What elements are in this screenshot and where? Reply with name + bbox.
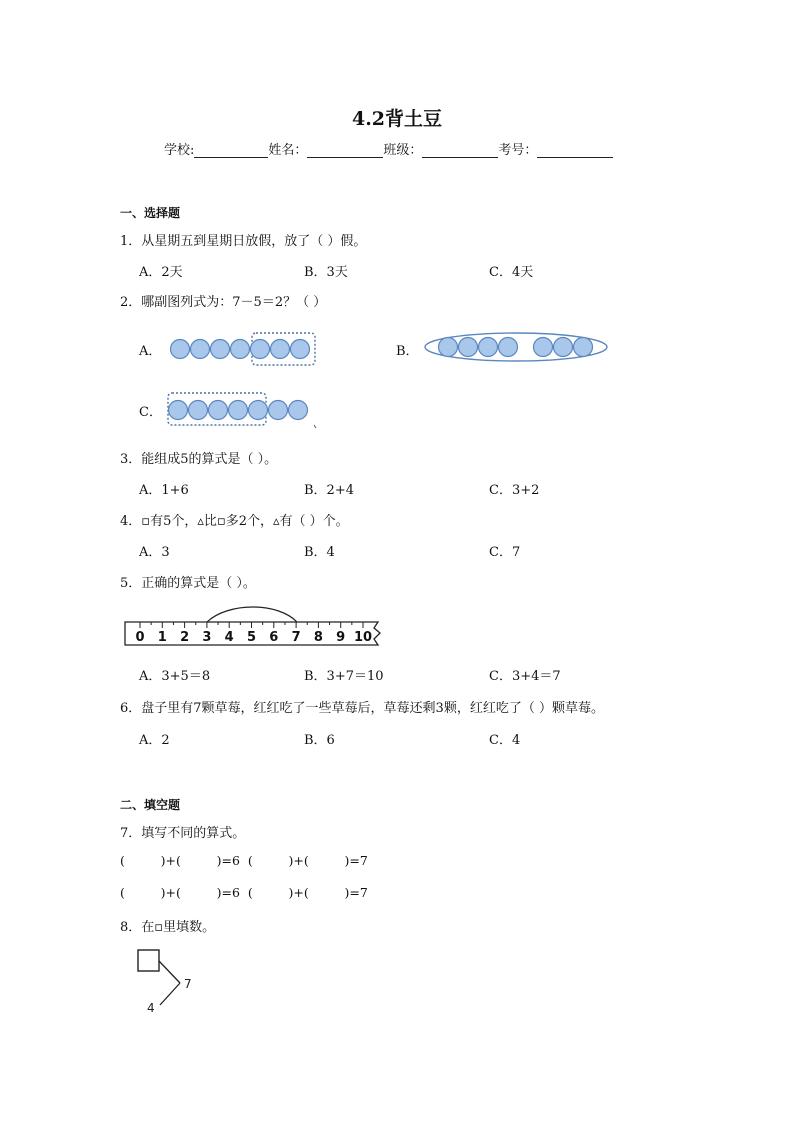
circle [191,340,210,359]
ruler-label: 7 [291,630,301,645]
circle [439,338,458,357]
ruler-label: 6 [269,630,279,645]
circle [171,340,190,359]
q1-option-b: B．3天 [304,265,348,280]
q5-option-b: B．3+7＝10 [304,669,384,684]
circle [249,401,268,420]
q2-figures [0,0,794,440]
ruler-ticks [140,622,363,628]
q5-option-c: C．3+4＝7 [489,669,561,684]
q4-option-b: B．4 [304,545,335,560]
q4-stem: 4．▫有5个，▵比▫多2个，▵有（ ）个。 [120,514,349,529]
q1-option-c: C．4天 [489,265,534,280]
bond-line-upper [159,961,180,983]
figure-c [168,393,316,428]
section1-heading: 一、选择题 [120,206,181,220]
q2-stem: 2．哪副图列式为：7－5＝2？（ ） [120,295,327,310]
circle [169,401,188,420]
section2-heading: 二、填空题 [120,798,181,812]
ruler-label: 0 [135,630,145,645]
circle [269,401,288,420]
q2-label-c: C． [139,405,162,420]
q3-option-b: B．2+4 [304,483,354,498]
tick-mark [314,425,316,428]
circle [189,401,208,420]
q3-option-a: A．1+6 [139,483,189,498]
q7-row-1[interactable]: ( )+( )=6 ( )+( )=7 [120,853,368,868]
circle [534,338,553,357]
ruler-label: 4 [224,630,234,645]
q5-stem: 5．正确的算式是（ ）。 [120,576,256,591]
q7-stem: 7．填写不同的算式。 [120,826,246,841]
q6-option-a: A．2 [139,733,170,748]
answer-box[interactable] [138,950,159,971]
circle [499,338,518,357]
circle [459,338,478,357]
bond-part: 4 [147,1001,155,1015]
ruler-labels [135,630,372,645]
circle [289,401,308,420]
bond-total: 7 [184,977,192,991]
q1-stem: 1．从星期五到星期日放假，放了（ ）假。 [120,234,367,249]
ruler-label: 1 [157,630,167,645]
q3-option-c: C．3+2 [489,483,540,498]
number-bond [130,945,210,1020]
number-ruler [118,600,388,650]
ruler-label: 2 [180,630,190,645]
q2-label-a: A． [139,344,162,359]
ruler-label: 5 [246,630,257,645]
circle [209,401,228,420]
q3-stem: 3．能组成5的算式是（ ）。 [120,452,278,467]
circle [211,340,230,359]
q1-option-a: A．2天 [139,265,183,280]
id-label: 考号： [498,143,538,158]
q6-stem: 6．盘子里有7颗草莓，红红吃了一些草莓后，草莓还剩3颗，红红吃了（ ）颗草莓。 [120,701,604,716]
circle [271,340,290,359]
q2-label-b: B． [396,344,419,359]
q5-option-a: A．3+5＝8 [139,669,211,684]
circle [229,401,248,420]
circle [479,338,498,357]
ruler-label: 10 [353,630,373,645]
q8-stem: 8．在▫里填数。 [120,920,216,935]
circle [554,338,573,357]
ruler-label: 3 [202,630,212,645]
q7-row-2[interactable]: ( )+( )=6 ( )+( )=7 [120,885,368,900]
q4-option-c: C．7 [489,545,521,560]
q4-option-a: A．3 [139,545,170,560]
page-title: 4.2背土豆 [351,108,443,130]
q6-option-b: B．6 [304,733,335,748]
name-label: 姓名： [268,143,308,158]
figure-b [425,333,607,361]
figure-a [171,333,316,365]
class-label: 班级： [383,143,423,158]
ruler-label: 8 [313,630,323,645]
school-label: 学校: [164,143,195,158]
circle [574,338,593,357]
bond-line-lower [160,983,180,1005]
ruler-label: 9 [336,630,346,645]
circle [251,340,270,359]
circle [231,340,250,359]
jump-arc [207,607,297,622]
circle [291,340,310,359]
q6-option-c: C．4 [489,733,521,748]
